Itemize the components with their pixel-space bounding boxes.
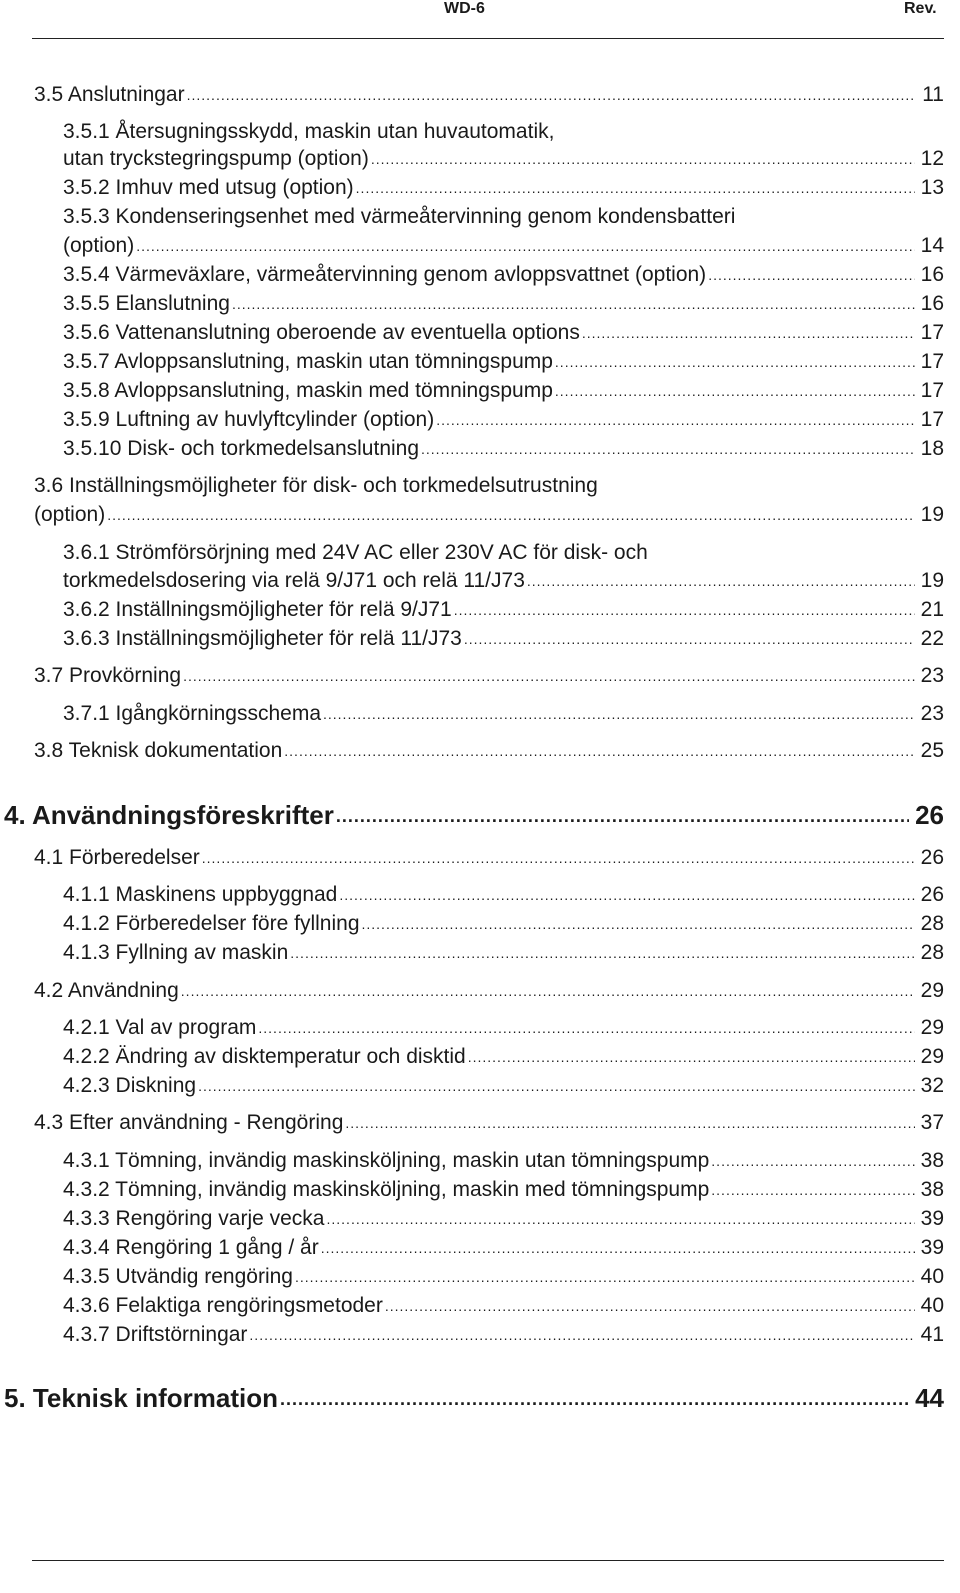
toc-entry-4-3-7[interactable] [63, 1322, 944, 1348]
toc-entry-3-5-7[interactable] [63, 349, 944, 375]
toc-page-number: 17 [920, 379, 944, 402]
toc-entry-4-3-3[interactable] [63, 1206, 944, 1232]
toc-entry-4-1-2[interactable] [63, 911, 944, 937]
toc-entry-label: 3.6.3 Inställningsmöjligheter för relä 11/J73 [63, 627, 462, 650]
dot-leader [295, 1268, 915, 1286]
toc-chapter-label: 5. Teknisk information [4, 1383, 279, 1413]
toc-page-number: 38 [920, 1149, 944, 1172]
toc-page-number: 17 [920, 321, 944, 344]
toc-entry-label: 3.5.10 Disk- och torkmedelsanslutning [63, 437, 420, 460]
toc-page-number: 11 [922, 83, 944, 106]
toc-page-number: 14 [920, 234, 944, 257]
toc-entry-4-3[interactable] [34, 1110, 944, 1136]
toc-entry-label: 3.7.1 Igångkörningsschema [63, 702, 321, 725]
toc-entry-label: 4.2.3 Diskning [63, 1074, 197, 1097]
toc-entry-4-2-1[interactable] [63, 1015, 944, 1041]
toc-page-number: 26 [915, 800, 944, 830]
toc-entry-4-3-5[interactable] [63, 1264, 944, 1290]
toc-entry-label: 3.5.5 Elanslutning [63, 292, 230, 315]
toc-entry-3-6-3[interactable] [63, 626, 944, 652]
revision-label: Rev. [904, 0, 937, 17]
dot-leader [280, 1390, 909, 1408]
dot-leader [258, 1019, 914, 1037]
toc-page-number: 18 [920, 437, 944, 460]
toc-entry-label: 3.5.2 Imhuv med utsug (option) [63, 176, 354, 199]
dot-leader [321, 1239, 915, 1257]
toc-entry-3-5-1[interactable] [63, 146, 944, 172]
toc-entry-label: 4.2.2 Ändring av disktemperatur och disktid [63, 1045, 466, 1068]
toc-entry-4-3-1[interactable] [63, 1148, 944, 1174]
toc-entry-label: 3.5.4 Värmeväxlare, värmeåtervinning genom avloppsvattnet (option) [63, 263, 707, 286]
toc-entry-3-5-3-line1[interactable]: 3.5.3 Kondenseringsenhet med värmeåtervinning genom kondensbatteri [63, 205, 736, 228]
toc-page-number: 41 [920, 1323, 944, 1346]
dot-leader [421, 440, 915, 458]
dot-leader [202, 849, 915, 867]
toc-page-number: 38 [920, 1178, 944, 1201]
toc-entry-4-2-2[interactable] [63, 1044, 944, 1070]
toc-page-number: 26 [920, 883, 944, 906]
toc-entry-4-3-4[interactable] [63, 1235, 944, 1261]
toc-page-number: 44 [915, 1383, 944, 1413]
footer-rule [32, 1560, 944, 1561]
dot-leader [339, 886, 914, 904]
toc-entry-3-7-1[interactable] [63, 701, 944, 727]
toc-entry-4-2[interactable] [34, 978, 944, 1004]
dot-leader [708, 266, 914, 284]
toc-entry-3-5-10[interactable] [63, 436, 944, 462]
dot-leader [187, 86, 917, 104]
dot-leader [345, 1114, 914, 1132]
toc-entry-label: 4.3.7 Driftstörningar [63, 1323, 248, 1346]
toc-entry-label: (option) [34, 503, 106, 526]
toc-entry-3-6-2[interactable] [63, 597, 944, 623]
toc-entry-4-2-3[interactable] [63, 1073, 944, 1099]
dot-leader [107, 506, 914, 524]
toc-entry-3-6[interactable] [34, 502, 944, 528]
toc-page-number: 29 [920, 1016, 944, 1039]
dot-leader [198, 1077, 915, 1095]
dot-leader [284, 742, 914, 760]
document-id: WD-6 [444, 0, 485, 17]
toc-entry-label: 3.5.9 Luftning av huvlyftcylinder (option) [63, 408, 435, 431]
toc-entry-3-5-9[interactable] [63, 407, 944, 433]
dot-leader [232, 295, 915, 313]
toc-entry-label: 4.3.1 Tömning, invändig maskinsköljning, maskin utan tömningspump [63, 1149, 710, 1172]
toc-page-number: 28 [920, 941, 944, 964]
toc-page-number: 13 [920, 176, 944, 199]
dot-leader [327, 1210, 915, 1228]
toc-page-number: 17 [920, 408, 944, 431]
toc-entry-label: 4.1.1 Maskinens uppbyggnad [63, 883, 338, 906]
toc-entry-label: 3.7 Provkörning [34, 664, 182, 687]
toc-page-number: 39 [920, 1236, 944, 1259]
toc-entry-label: (option) [63, 234, 135, 257]
dot-leader [362, 915, 915, 933]
toc-entry-3-5-5[interactable] [63, 291, 944, 317]
toc-page-number: 16 [920, 263, 944, 286]
toc-entry-label: 4.3 Efter användning - Rengöring [34, 1111, 344, 1134]
toc-entry-3-7[interactable] [34, 663, 944, 689]
toc-entry-3-5-4[interactable] [63, 262, 944, 288]
toc-entry-3-5-8[interactable] [63, 378, 944, 404]
toc-entry-label: 4.1.2 Förberedelser före fyllning [63, 912, 360, 935]
toc-page-number: 29 [920, 1045, 944, 1068]
dot-leader [249, 1326, 914, 1344]
dot-leader [436, 411, 914, 429]
toc-entry-label: 4.3.3 Rengöring varje vecka [63, 1207, 325, 1230]
toc-page-number: 12 [920, 147, 944, 170]
toc-page-number: 28 [920, 912, 944, 935]
toc-entry-3-6-1[interactable] [63, 568, 944, 594]
toc-entry-label: 3.5 Anslutningar [34, 83, 185, 106]
toc-entry-label: 4.1 Förberedelser [34, 846, 200, 869]
dot-leader [385, 1297, 915, 1315]
toc-entry-label: 3.5.8 Avloppsanslutning, maskin med tömningspump [63, 379, 553, 402]
toc-page-number: 23 [920, 702, 944, 725]
toc-entry-label: utan tryckstegringspump (option) [63, 147, 369, 170]
toc-page-number: 32 [920, 1074, 944, 1097]
toc-page-number: 29 [920, 979, 944, 1002]
toc-entry-label: 3.8 Teknisk dokumentation [34, 739, 283, 762]
toc-chapter-5[interactable] [4, 1383, 944, 1413]
toc-page-number: 17 [920, 350, 944, 373]
toc-entry-3-6-line1[interactable]: 3.6 Inställningsmöjligheter för disk- och torkmedelsutrustning [34, 474, 598, 497]
toc-entry-3-8[interactable] [34, 738, 944, 764]
dot-leader [136, 237, 914, 255]
toc-chapter-4[interactable] [4, 800, 944, 830]
toc-page-number: 19 [920, 503, 944, 526]
toc-entry-label: 4.1.3 Fyllning av maskin [63, 941, 289, 964]
dot-leader [336, 807, 909, 825]
toc-entry-label: 3.6.2 Inställningsmöjligheter för relä 9/J71 [63, 598, 452, 621]
toc-page-number: 40 [920, 1265, 944, 1288]
toc-page-number: 19 [920, 569, 944, 592]
toc-entry-3-5-1-line1[interactable]: 3.5.1 Återsugningsskydd, maskin utan huvautomatik, [63, 120, 555, 143]
dot-leader [454, 601, 915, 619]
toc-chapter-label: 4. Användningsföreskrifter [4, 800, 334, 830]
toc-entry-3-5-2[interactable] [63, 175, 944, 201]
toc-entry-4-3-2[interactable] [63, 1177, 944, 1203]
toc-page-number: 39 [920, 1207, 944, 1230]
dot-leader [711, 1152, 914, 1170]
toc-page-number: 25 [920, 739, 944, 762]
toc-page-number: 37 [920, 1111, 944, 1134]
toc-page-number: 21 [920, 598, 944, 621]
dot-leader [290, 944, 914, 962]
dot-leader [582, 324, 915, 342]
dot-leader [323, 705, 915, 723]
toc-entry-label: 4.3.2 Tömning, invändig maskinsköljning, maskin med tömningspump [63, 1178, 710, 1201]
dot-leader [371, 150, 915, 168]
dot-leader [555, 353, 915, 371]
toc-entry-3-5-3[interactable] [63, 233, 944, 259]
toc-entry-4-1-1[interactable] [63, 882, 944, 908]
dot-leader [468, 1048, 915, 1066]
toc-page-number: 23 [920, 664, 944, 687]
toc-entry-4-1[interactable] [34, 845, 944, 871]
toc-entry-3-5-6[interactable] [63, 320, 944, 346]
toc-entry-3-6-1-line1[interactable]: 3.6.1 Strömförsörjning med 24V AC eller 230V AC för disk- och [63, 541, 648, 564]
toc-entry-label: 4.2.1 Val av program [63, 1016, 257, 1039]
toc-entry-4-3-6[interactable] [63, 1293, 944, 1319]
dot-leader [555, 382, 915, 400]
toc-entry-label: 3.5.6 Vattenanslutning oberoende av eventuella options [63, 321, 580, 344]
dot-leader [464, 630, 915, 648]
toc-entry-label: torkmedelsdosering via relä 9/J71 och relä 11/J73 [63, 569, 525, 592]
toc-entry-4-1-3[interactable] [63, 940, 944, 966]
toc-entry-label: 4.3.5 Utvändig rengöring [63, 1265, 293, 1288]
toc-entry-label: 4.3.4 Rengöring 1 gång / år [63, 1236, 319, 1259]
dot-leader [711, 1181, 914, 1199]
toc-entry-label: 3.5.7 Avloppsanslutning, maskin utan tömningspump [63, 350, 553, 373]
toc-entry-label: 4.3.6 Felaktiga rengöringsmetoder [63, 1294, 383, 1317]
toc-page-number: 16 [920, 292, 944, 315]
toc-entry-label: 4.2 Användning [34, 979, 179, 1002]
toc-page-number: 26 [920, 846, 944, 869]
dot-leader [183, 667, 915, 685]
toc-page-number: 22 [920, 627, 944, 650]
dot-leader [356, 179, 915, 197]
toc-entry-3-5[interactable] [34, 82, 944, 108]
toc-page-number: 40 [920, 1294, 944, 1317]
dot-leader [527, 572, 915, 590]
dot-leader [181, 982, 915, 1000]
